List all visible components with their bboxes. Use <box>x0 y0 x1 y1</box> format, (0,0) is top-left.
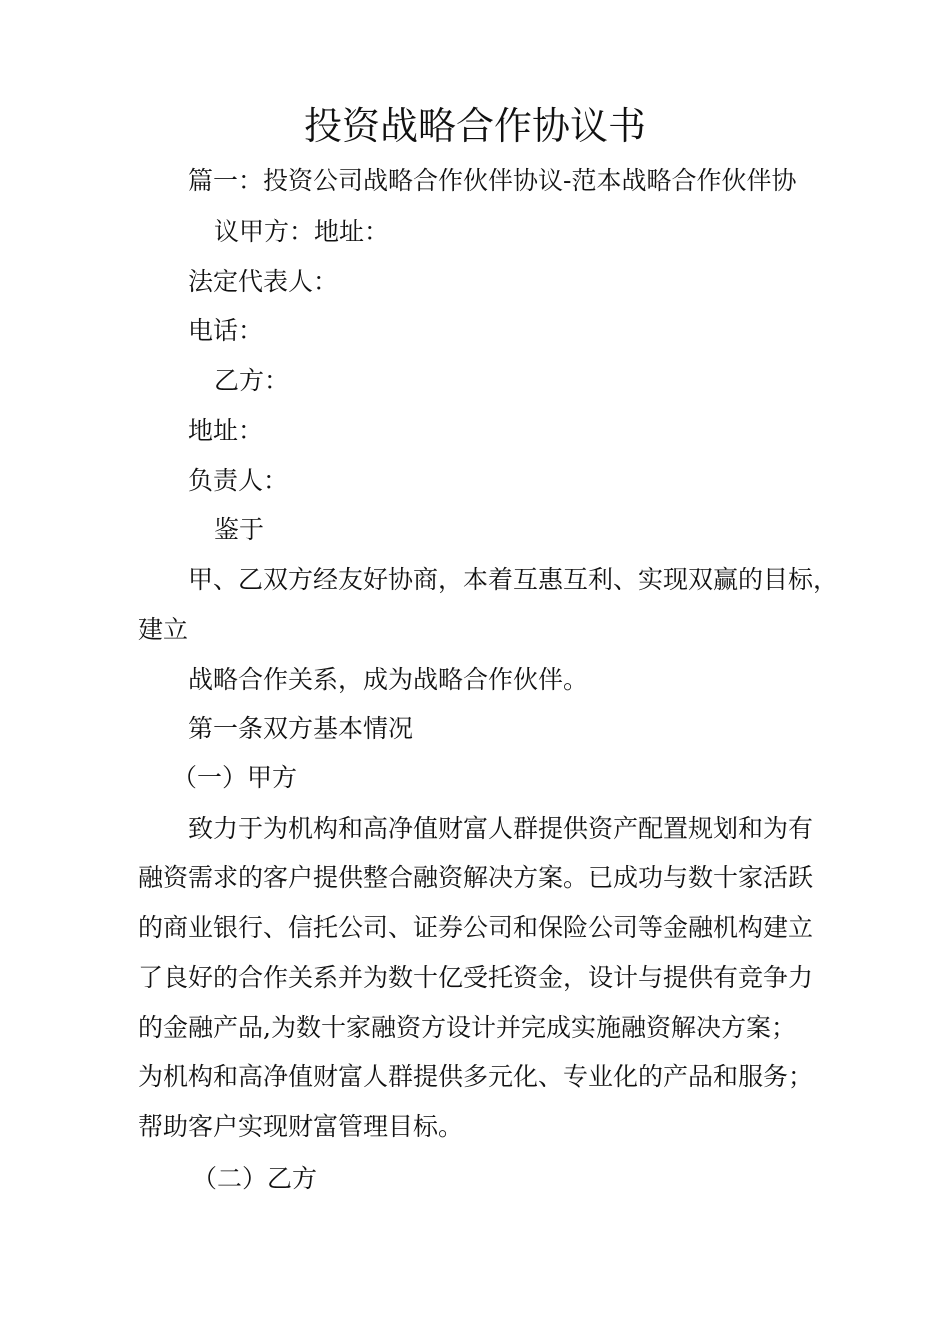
text-line: 融资需求的客户提供整合融资解决方案。已成功与数十家活跃 <box>138 863 814 892</box>
text-line: 负责人： <box>188 466 289 495</box>
text-line: 电话： <box>188 316 264 345</box>
text-line: 了良好的合作关系并为数十亿受托资金，设计与提供有竞争力 <box>138 963 814 992</box>
text-line: 篇一：投资公司战略合作伙伴协议-范本战略合作伙伴协 <box>188 166 797 195</box>
section-heading: 第一条双方基本情况 <box>188 714 414 743</box>
text-line: 甲、乙双方经友好协商，本着互惠互利、实现双赢的目标， <box>188 565 839 594</box>
subsection-heading: （一）甲方 <box>172 763 298 792</box>
subsection-heading: （二）乙方 <box>192 1164 318 1193</box>
text-line: 鉴于 <box>214 515 265 544</box>
text-line: 议甲方：地址： <box>214 217 390 246</box>
text-line: 法定代表人： <box>188 267 339 296</box>
text-line: 地址： <box>188 416 264 445</box>
text-line: 乙方： <box>214 366 290 395</box>
text-line: 的金融产品,为数十家融资方设计并完成实施融资解决方案； <box>138 1013 796 1042</box>
text-line: 建立 <box>138 615 189 644</box>
text-line: 战略合作关系，成为战略合作伙伴。 <box>188 665 589 694</box>
text-line: 帮助客户实现财富管理目标。 <box>138 1112 464 1141</box>
text-line: 致力于为机构和高净值财富人群提供资产配置规划和为有 <box>188 814 814 843</box>
text-line: 的商业银行、信托公司、证券公司和保险公司等金融机构建立 <box>138 913 814 942</box>
document-title: 投资战略合作协议书 <box>303 104 646 148</box>
text-line: 为机构和高净值财富人群提供多元化、专业化的产品和服务； <box>138 1062 814 1091</box>
